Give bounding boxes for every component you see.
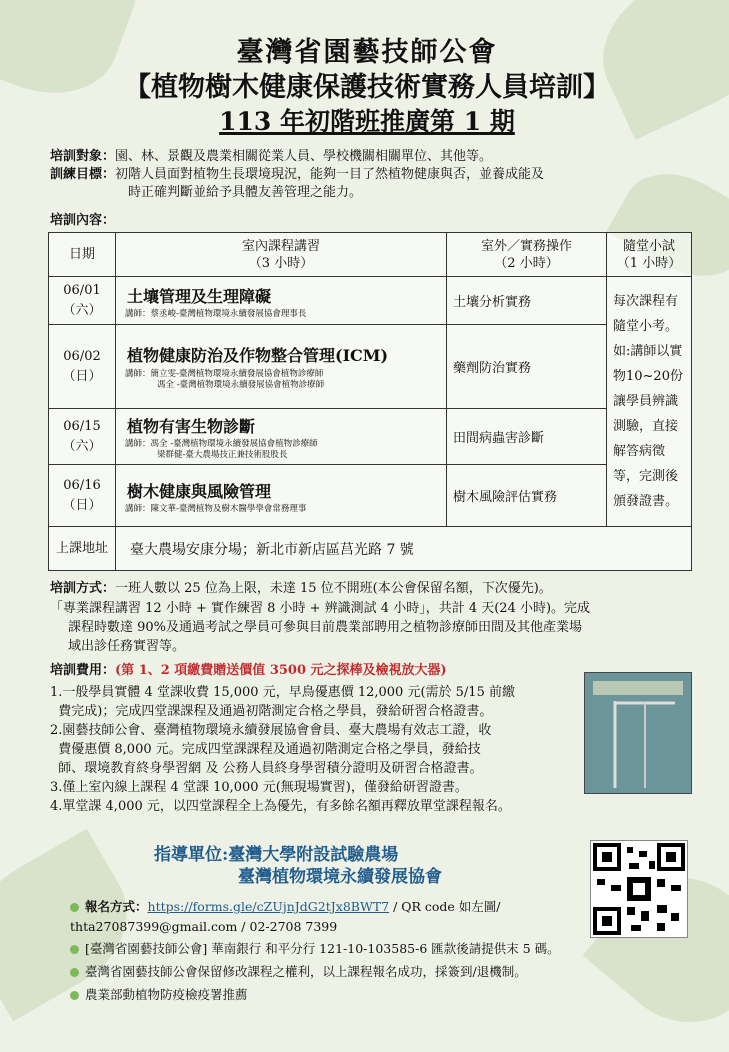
method-detail-1: 「專業課程講習 12 小時 + 實作練習 8 小時 + 辨識測試 4 小時」，共計 4 天(24 小時)。完成	[50, 601, 591, 616]
header-quiz: 隨堂小試 （1 小時）	[607, 233, 692, 277]
target-line	[50, 148, 492, 166]
course-name: 土壤管理及生理障礙	[127, 286, 272, 306]
method-text: 一班人數以 25 位為上限，未達 15 位不開班(本公會保留名額，下次優先)。	[115, 581, 552, 596]
venue-label: 上課地址	[49, 527, 116, 571]
row-outdoor: 土壤分析實務	[447, 277, 607, 325]
fee-item: 費完成)；完成四堂課課程及通過初階測定合格之學員，發給研習合格證書。	[50, 704, 493, 719]
table-row	[49, 465, 692, 527]
guidance-block	[154, 844, 442, 888]
method-detail-2: 課程時數達 90%及通過考試之學員可參與目前農業部聘用之植物診療師田間及其他產業場	[68, 620, 583, 635]
fee-line	[50, 662, 650, 681]
fee-item: 費優惠價 8,000 元。完成四堂課課程及通過初階測定合格之學員，發給技	[50, 742, 481, 757]
org-title: 臺灣省園藝技師公會	[236, 37, 498, 68]
table-row	[49, 409, 692, 465]
qr-code-image	[591, 841, 687, 937]
schedule-table	[48, 232, 692, 571]
row-date: 06/15 （六）	[49, 409, 116, 465]
bank-text: [臺灣省園藝技師公會] 華南銀行 和平分行 121-10-103585-6 匯款後請提供末 5 碼。	[85, 941, 560, 956]
lecturer: 講師：蔡丞峻-臺灣植物環境永續發展協會理事長	[125, 308, 307, 319]
qr-note: / QR code 如左圖/	[389, 899, 501, 914]
probe-photo	[584, 672, 692, 794]
lecturer: 講師：陳文華-臺灣植物及樹木醫學學會常務理事	[125, 503, 307, 514]
header-outdoor: 室外／實務操作 （2 小時）	[447, 233, 607, 277]
registration-label: 報名方式：	[85, 899, 148, 914]
content-label: 培訓內容：	[50, 213, 116, 228]
bullet-icon	[70, 945, 79, 954]
table-row	[49, 325, 692, 409]
guidance-label: 指導單位:	[154, 845, 229, 865]
lecturer: 梁群健-臺大農場技正兼技術股股長	[157, 450, 288, 460]
fee-item: 1.一般學員實體 4 堂課收費 15,000 元，早鳥優惠價 12,000 元(需於 5/15 前繳	[50, 685, 515, 700]
recommend-text: 農業部動植物防疫檢疫署推薦	[85, 987, 248, 1002]
table-header-row	[49, 233, 692, 277]
fee-item: 師、環境教育終身學習網 及 公務人員終身學習積分證明及研習合格證書。	[50, 761, 483, 776]
notice-line	[70, 963, 527, 981]
row-course	[116, 277, 447, 325]
recommend-line	[70, 986, 248, 1004]
row-outdoor: 田間病蟲害診斷	[447, 409, 607, 465]
guidance-org-1: 臺灣大學附設試驗農場	[228, 845, 399, 865]
goal-line	[50, 166, 544, 184]
row-outdoor: 藥劑防治實務	[447, 325, 607, 409]
bank-line	[70, 940, 560, 958]
contact-line: thta27087399@gmail.com / 02-2708 7399	[70, 919, 338, 934]
notice-text: 臺灣省園藝技師公會保留修改課程之權利，以上課程報名成功，採簽到/退機制。	[85, 964, 527, 979]
row-course	[116, 465, 447, 527]
fee-item: 4.單堂課 4,000 元，以四堂課程全上為優先，有多餘名額再釋放單堂課程報名。	[50, 799, 511, 814]
lecturer: 馮全 -臺灣植物環境永續發展協會植物診療師	[157, 379, 325, 390]
registration-link[interactable]: https://forms.gle/cZUjnJdG2tJx8BWT7	[147, 899, 390, 914]
table-row	[49, 277, 692, 325]
registration-line	[70, 898, 501, 916]
guidance-org-2: 臺灣植物環境永續發展協會	[238, 867, 442, 887]
goal-label: 訓練目標：	[50, 167, 116, 182]
header-date: 日期	[49, 233, 116, 277]
fee-label: 培訓費用：	[50, 663, 116, 678]
target-label: 培訓對象：	[50, 149, 116, 164]
course-name: 植物有害生物診斷	[127, 417, 256, 436]
goal-text-2: 時正確判斷並給予具體友善管理之能力。	[128, 185, 363, 200]
venue-address: 臺大農場安康分場；新北市新店區莒光路 7 號	[116, 527, 692, 571]
course-name: 樹木健康與風險管理	[127, 481, 272, 501]
quiz-description: 每次課程有隨堂小考。如:講師以實物10~20份讓學員辨識測驗，直接解答病徵等，完測後頒發證書。	[607, 277, 692, 527]
goal-text-1: 初階人員面對植物生長環境現況，能夠一目了然植物健康與否，並養成能及	[115, 167, 545, 182]
fee-highlight: (第 1、2 項繳費贈送價值 3500 元之探棒及檢視放大器)	[115, 663, 447, 678]
header-indoor: 室內課程講習 （3 小時）	[116, 233, 447, 277]
venue-row	[49, 527, 692, 571]
probe-photo-image	[585, 673, 691, 793]
course-name: 植物健康防治及作物整合管理(ICM)	[127, 345, 389, 365]
lecturer: 講師：簡立雯-臺灣植物環境永續發展協會植物診療師	[125, 368, 324, 379]
lecturer: 講師：馮全 -臺灣植物環境永續發展協會植物診療師	[125, 439, 318, 449]
bullet-icon	[70, 991, 79, 1000]
bullet-icon	[70, 903, 79, 912]
method-line	[50, 580, 650, 599]
fee-item: 3.僅上室內線上課程 4 堂課 10,000 元(無現場實習)，僅發給研習證書。	[50, 780, 468, 795]
bullet-icon	[70, 968, 79, 977]
method-detail-3: 域出診任務實習等。	[68, 639, 186, 654]
method-label: 培訓方式：	[50, 581, 116, 596]
session-title: 113 年初階班推廣第 1 期	[219, 107, 515, 136]
row-date: 06/02 （日）	[49, 325, 116, 409]
fee-item: 2.園藝技師公會、臺灣植物環境永續發展協會會員、臺大農場有效志工證，收	[50, 723, 492, 738]
row-course	[116, 325, 447, 409]
row-date: 06/01 （六）	[49, 277, 116, 325]
row-course	[116, 409, 447, 465]
row-date: 06/16 （日）	[49, 465, 116, 527]
target-text: 園、林、景觀及農業相關從業人員、學校機關相關單位、其他等。	[115, 149, 493, 164]
course-title: 【植物樹木健康保護技術實務人員培訓】	[124, 72, 610, 103]
qr-code[interactable]	[590, 840, 688, 938]
row-outdoor: 樹木風險評估實務	[447, 465, 607, 527]
